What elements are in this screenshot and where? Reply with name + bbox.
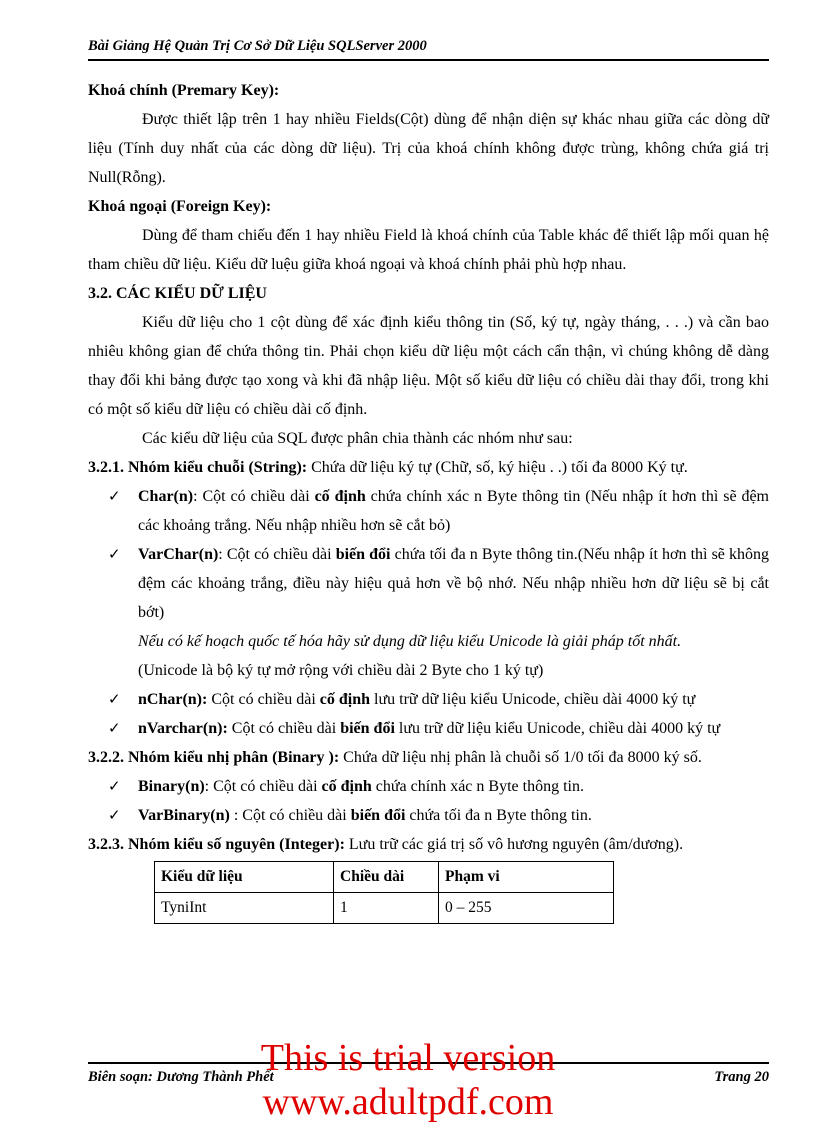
table-header-row [155,862,614,893]
integer-types-table [154,861,614,924]
varchar-post: chứa tối đa n Byte thông tin.(Nếu nhập ít hơn thì sẽ không đệm các khoảng trắng, điều này hiệu quả hơn về bộ nhớ. Nếu nhập nhiều hơn dữ liệu sẽ bị cắt bớt) [138,546,769,621]
foreign-key-text: Dùng để tham chiếu đến 1 hay nhiều Field là khoá chính của Table khác để thiết lập mối quan hệ tham chiều dữ liệu. Kiểu dữ luệu giữa khoá ngoại và khoá chính phải phù hợp nhau. [88,227,769,273]
string-group-desc: Chứa dữ liệu ký tự (Chữ, số, ký hiệu . .) tối đa 8000 Ký tự. [307,459,688,476]
nvarchar-bullet [88,714,769,743]
table-cell: TyniInt [155,893,334,924]
check-icon: ✓ [108,777,121,795]
section-3-2-paragraph-2: Các kiểu dữ liệu của SQL được phân chia thành các nhóm như sau: [142,430,573,447]
char-key: cố định [314,488,366,505]
varbinary-pre: : Cột có chiều dài [229,807,351,824]
binary-pre: : Cột có chiều dài [204,778,322,795]
watermark-line-1: This is trial version [260,1037,556,1079]
varbinary-name: VarBinary(n) [138,807,230,824]
binary-bullet [88,772,769,801]
binary-group-heading: 3.2.2. Nhóm kiểu nhị phân (Binary ): [88,749,340,766]
check-icon: ✓ [108,719,121,737]
footer-author: Biên soạn: Dương Thành Phết [88,1069,274,1085]
check-icon: ✓ [108,806,121,824]
char-post: chứa chính xác n Byte thông tin (Nếu nhập ít hơn thì sẽ đệm các khoảng trắng. Nếu nhập nhiều hơn sẽ cắt bỏ) [138,488,770,534]
binary-group-desc: Chứa dữ liệu nhị phân là chuỗi số 1/0 tối đa 8000 ký số. [339,749,702,766]
nvarchar-name: nVarchar(n): [138,720,228,737]
varbinary-key: biến đổi [350,807,406,824]
binary-group-line [88,743,769,772]
nvarchar-post: lưu trữ dữ liệu kiểu Unicode, chiều dài 4000 ký tự [394,720,721,737]
varchar-pre: : Cột có chiều dài [218,546,336,563]
varchar-bullet [88,540,769,627]
unicode-note-italic [88,627,769,656]
watermark-line-2: www.adultpdf.com [262,1081,554,1123]
nchar-post: lưu trữ dữ liệu kiểu Unicode, chiều dài 4000 ký tự [370,691,696,708]
char-bullet [88,482,769,540]
page-header [88,38,769,61]
table-row [155,893,614,924]
section-3-2-paragraph-1: Kiểu dữ liệu cho 1 cột dùng để xác định kiểu thông tin (Số, ký tự, ngày tháng, . . .) và cần bao nhiêu không gian để chứa thông tin. Phải chọn kiểu dữ liệu một cách cẩn thận, vì chúng không dễ dàng thay đổi khi bảng được tạo xong và khi đã nhập liệu. Một số kiểu dữ liệu có chiều dài thay đổi, trong khi có một số kiểu dữ liệu có chiều dài cố định. [88,314,769,418]
integer-group-desc: Lưu trữ các giá trị số vô hương nguyên (âm/dương). [344,836,684,853]
string-group-line [88,453,769,482]
nchar-pre: Cột có chiều dài [207,691,320,708]
primary-key-heading: Khoá chính (Premary Key): [88,82,280,99]
check-icon: ✓ [108,545,121,563]
primary-key-text: Được thiết lập trên 1 hay nhiều Fields(Cột) dùng để nhận diện sự khác nhau giữa các dòng dữ liệu (Tính duy nhất của các dòng dữ liệu). Trị của khoá chính không được trùng, không chứa giá trị Null(Rỗng). [88,111,769,186]
check-icon: ✓ [108,690,121,708]
foreign-key-heading: Khoá ngoại (Foreign Key): [88,198,272,215]
nchar-name: nChar(n): [138,691,208,708]
varchar-name: VarChar(n) [138,546,219,563]
nchar-bullet [88,685,769,714]
varbinary-bullet [88,801,769,830]
table-header-cell: Phạm vi [439,862,614,893]
table-header-cell: Chiều dài [334,862,439,893]
nvarchar-pre: Cột có chiều dài [227,720,341,737]
binary-key: cố định [321,778,372,795]
integer-group-heading: 3.2.3. Nhóm kiểu số nguyên (Integer): [88,836,345,853]
varchar-key: biến đổi [335,546,391,563]
nchar-key: cố định [319,691,371,708]
check-icon: ✓ [108,487,121,505]
binary-name: Binary(n) [138,778,205,795]
varbinary-post: chứa tối đa n Byte thông tin. [405,807,592,824]
binary-post: chứa chính xác n Byte thông tin. [371,778,584,795]
string-group-heading: 3.2.1. Nhóm kiểu chuỗi (String): [88,459,308,476]
integer-group-line [88,830,769,859]
page-content [88,76,769,924]
table-header-cell: Kiểu dữ liệu [155,862,334,893]
char-pre: : Cột có chiều dài [193,488,315,505]
unicode-note-italic-text: Nếu có kế hoạch quốc tế hóa hãy sử dụng dữ liệu kiểu Unicode là giải pháp tốt nhất. [138,633,682,650]
table-cell: 1 [334,893,439,924]
section-heading-3-2: 3.2. CÁC KIỂU DỮ LIỆU [88,285,267,302]
unicode-note-plain: (Unicode là bộ ký tự mở rộng với chiều dài 2 Byte cho 1 ký tự) [138,662,544,679]
footer-page-number: Trang 20 [714,1069,769,1085]
char-name: Char(n) [138,488,194,505]
nvarchar-key: biến đổi [340,720,395,737]
header-title: Bài Giảng Hệ Quản Trị Cơ Sở Dữ Liệu SQLServer 2000 [88,38,427,54]
table-cell: 0 – 255 [439,893,614,924]
